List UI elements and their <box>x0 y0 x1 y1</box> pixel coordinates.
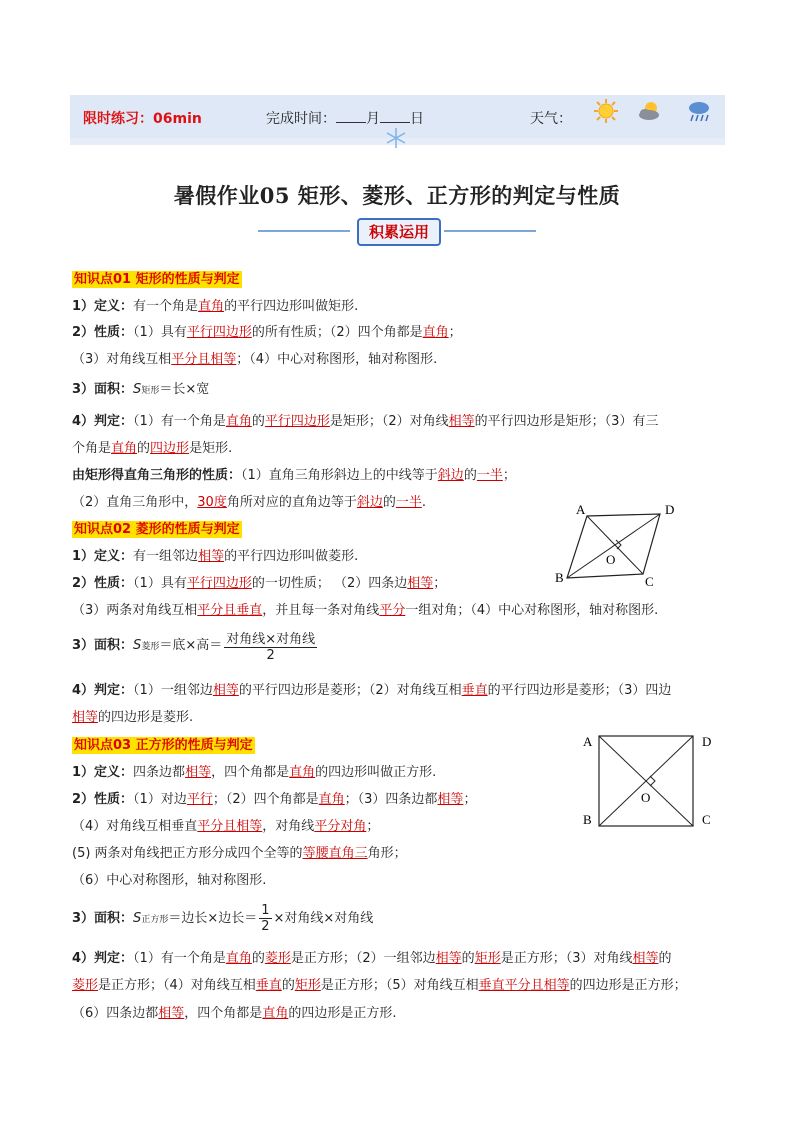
section-banner: 积累运用 <box>357 218 441 246</box>
section-2-header: 知识点02 菱形的性质与判定 <box>74 522 240 537</box>
weather-label: 天气： <box>530 111 572 127</box>
day-blank[interactable] <box>380 110 410 123</box>
page-title: 暑假作业05 矩形、菱形、正方形的判定与性质 <box>173 183 621 208</box>
rhombus-definition: 1）定义：有一组邻边相等的平行四边形叫做菱形. <box>72 549 359 564</box>
month-blank[interactable] <box>336 110 366 123</box>
square-properties-2: （4）对角线互相垂直平分且相等，对角线平分对角； <box>72 819 380 834</box>
rect-criteria-2: 个角是直角的四边形是矩形. <box>72 441 233 456</box>
square-area-fraction: $\frac{1}{2}$ <box>261 903 270 934</box>
rect-area: 3）面积：S矩形＝长×宽 <box>72 382 210 397</box>
right-triangle-property-2: （2）直角三角形中，30度角所对应的直角边等于斜边的一半. <box>72 495 427 510</box>
sun-icon[interactable] <box>593 98 619 124</box>
square-criteria-3: （6）四条边都相等，四个角都是直角的四边形是正方形. <box>72 1006 397 1021</box>
rect-definition: 1）定义：有一个角是直角的平行四边形叫做矩形. <box>72 299 359 314</box>
label-C: C <box>645 574 654 589</box>
square-area: 3）面积：S正方形＝边长×边长＝ $\frac{1}{2}$ ×对角线×对角线 <box>72 903 374 934</box>
rhombus-criteria-2: 相等的四边形是菱形. <box>72 710 194 725</box>
rhombus-criteria: 4）判定：（1）一组邻边相等的平行四边形是菱形；（2）对角线互相垂直的平行四边形是菱形；（3）四边 <box>72 683 672 698</box>
label-A: A <box>576 502 586 517</box>
label-O: O <box>606 552 616 567</box>
rhombus-area: 3）面积：S菱形＝底×高＝ $\frac{\text{对角线×对角线}}{2}$ <box>72 628 319 663</box>
rhombus-properties-2: （3）两条对角线互相平分且垂直，并且每一条对角线平分一组对角；（4）中心对称图形，轴对称图形. <box>72 603 659 618</box>
square-properties-3: (5) 两条对角线把正方形分成四个全等的等腰直角三角形； <box>72 846 407 861</box>
label-B: B <box>583 812 592 827</box>
rhombus-figure <box>545 498 695 593</box>
partly-cloudy-icon[interactable] <box>637 98 663 124</box>
label-O: O <box>641 790 651 805</box>
square-criteria: 4）判定：（1）有一个角是直角的菱形是正方形；（2）一组邻边相等的矩形是正方形；（3）对角线相等的 <box>72 951 672 966</box>
square-criteria-2: 菱形是正方形；（4）对角线互相垂直的矩形是正方形；（5）对角线互相垂直平分且相等的四边形是正方形； <box>72 978 687 993</box>
label-A: A <box>583 734 593 749</box>
square-definition: 1）定义：四条边都相等，四个角都是直角的四边形叫做正方形. <box>72 765 437 780</box>
label-C: C <box>702 812 711 827</box>
label-D: D <box>665 502 675 517</box>
rect-criteria: 4）判定：（1）有一个角是直角的平行四边形是矩形；（2）对角线相等的平行四边形是矩形；（3）有三 <box>72 414 659 429</box>
label-D: D <box>702 734 712 749</box>
snowflake-icon <box>385 127 407 149</box>
square-properties: 2）性质：（1）对边平行；（2）四个角都是直角；（3）四条边都相等； <box>72 792 477 807</box>
label-B: B <box>555 570 564 585</box>
completion-time: 完成时间： 月 日 <box>266 111 424 127</box>
rect-properties-2: （3）对角线互相平分且相等；（4）中心对称图形，轴对称图形. <box>72 352 438 367</box>
square-properties-4: （6）中心对称图形，轴对称图形. <box>72 873 267 888</box>
timer-label: 限时练习：06min <box>83 111 202 127</box>
rhombus-area-fraction: $\frac{\text{对角线×对角线}}{2}$ <box>224 628 317 663</box>
section-3-header: 知识点03 正方形的性质与判定 <box>74 738 253 753</box>
right-triangle-property: 由矩形得直角三角形的性质：（1）直角三角形斜边上的中线等于斜边的一半； <box>72 468 516 483</box>
decorative-wave-left <box>258 230 350 232</box>
decorative-wave-right <box>444 230 536 232</box>
rhombus-properties: 2）性质：（1）具有平行四边形的一切性质； （2）四条边相等； <box>72 576 447 591</box>
rain-icon[interactable] <box>686 98 712 124</box>
rect-properties: 2）性质：（1）具有平行四边形的所有性质；（2）四个角都是直角； <box>72 325 462 340</box>
section-1-header: 知识点01 矩形的性质与判定 <box>74 272 240 287</box>
square-figure <box>575 730 725 830</box>
